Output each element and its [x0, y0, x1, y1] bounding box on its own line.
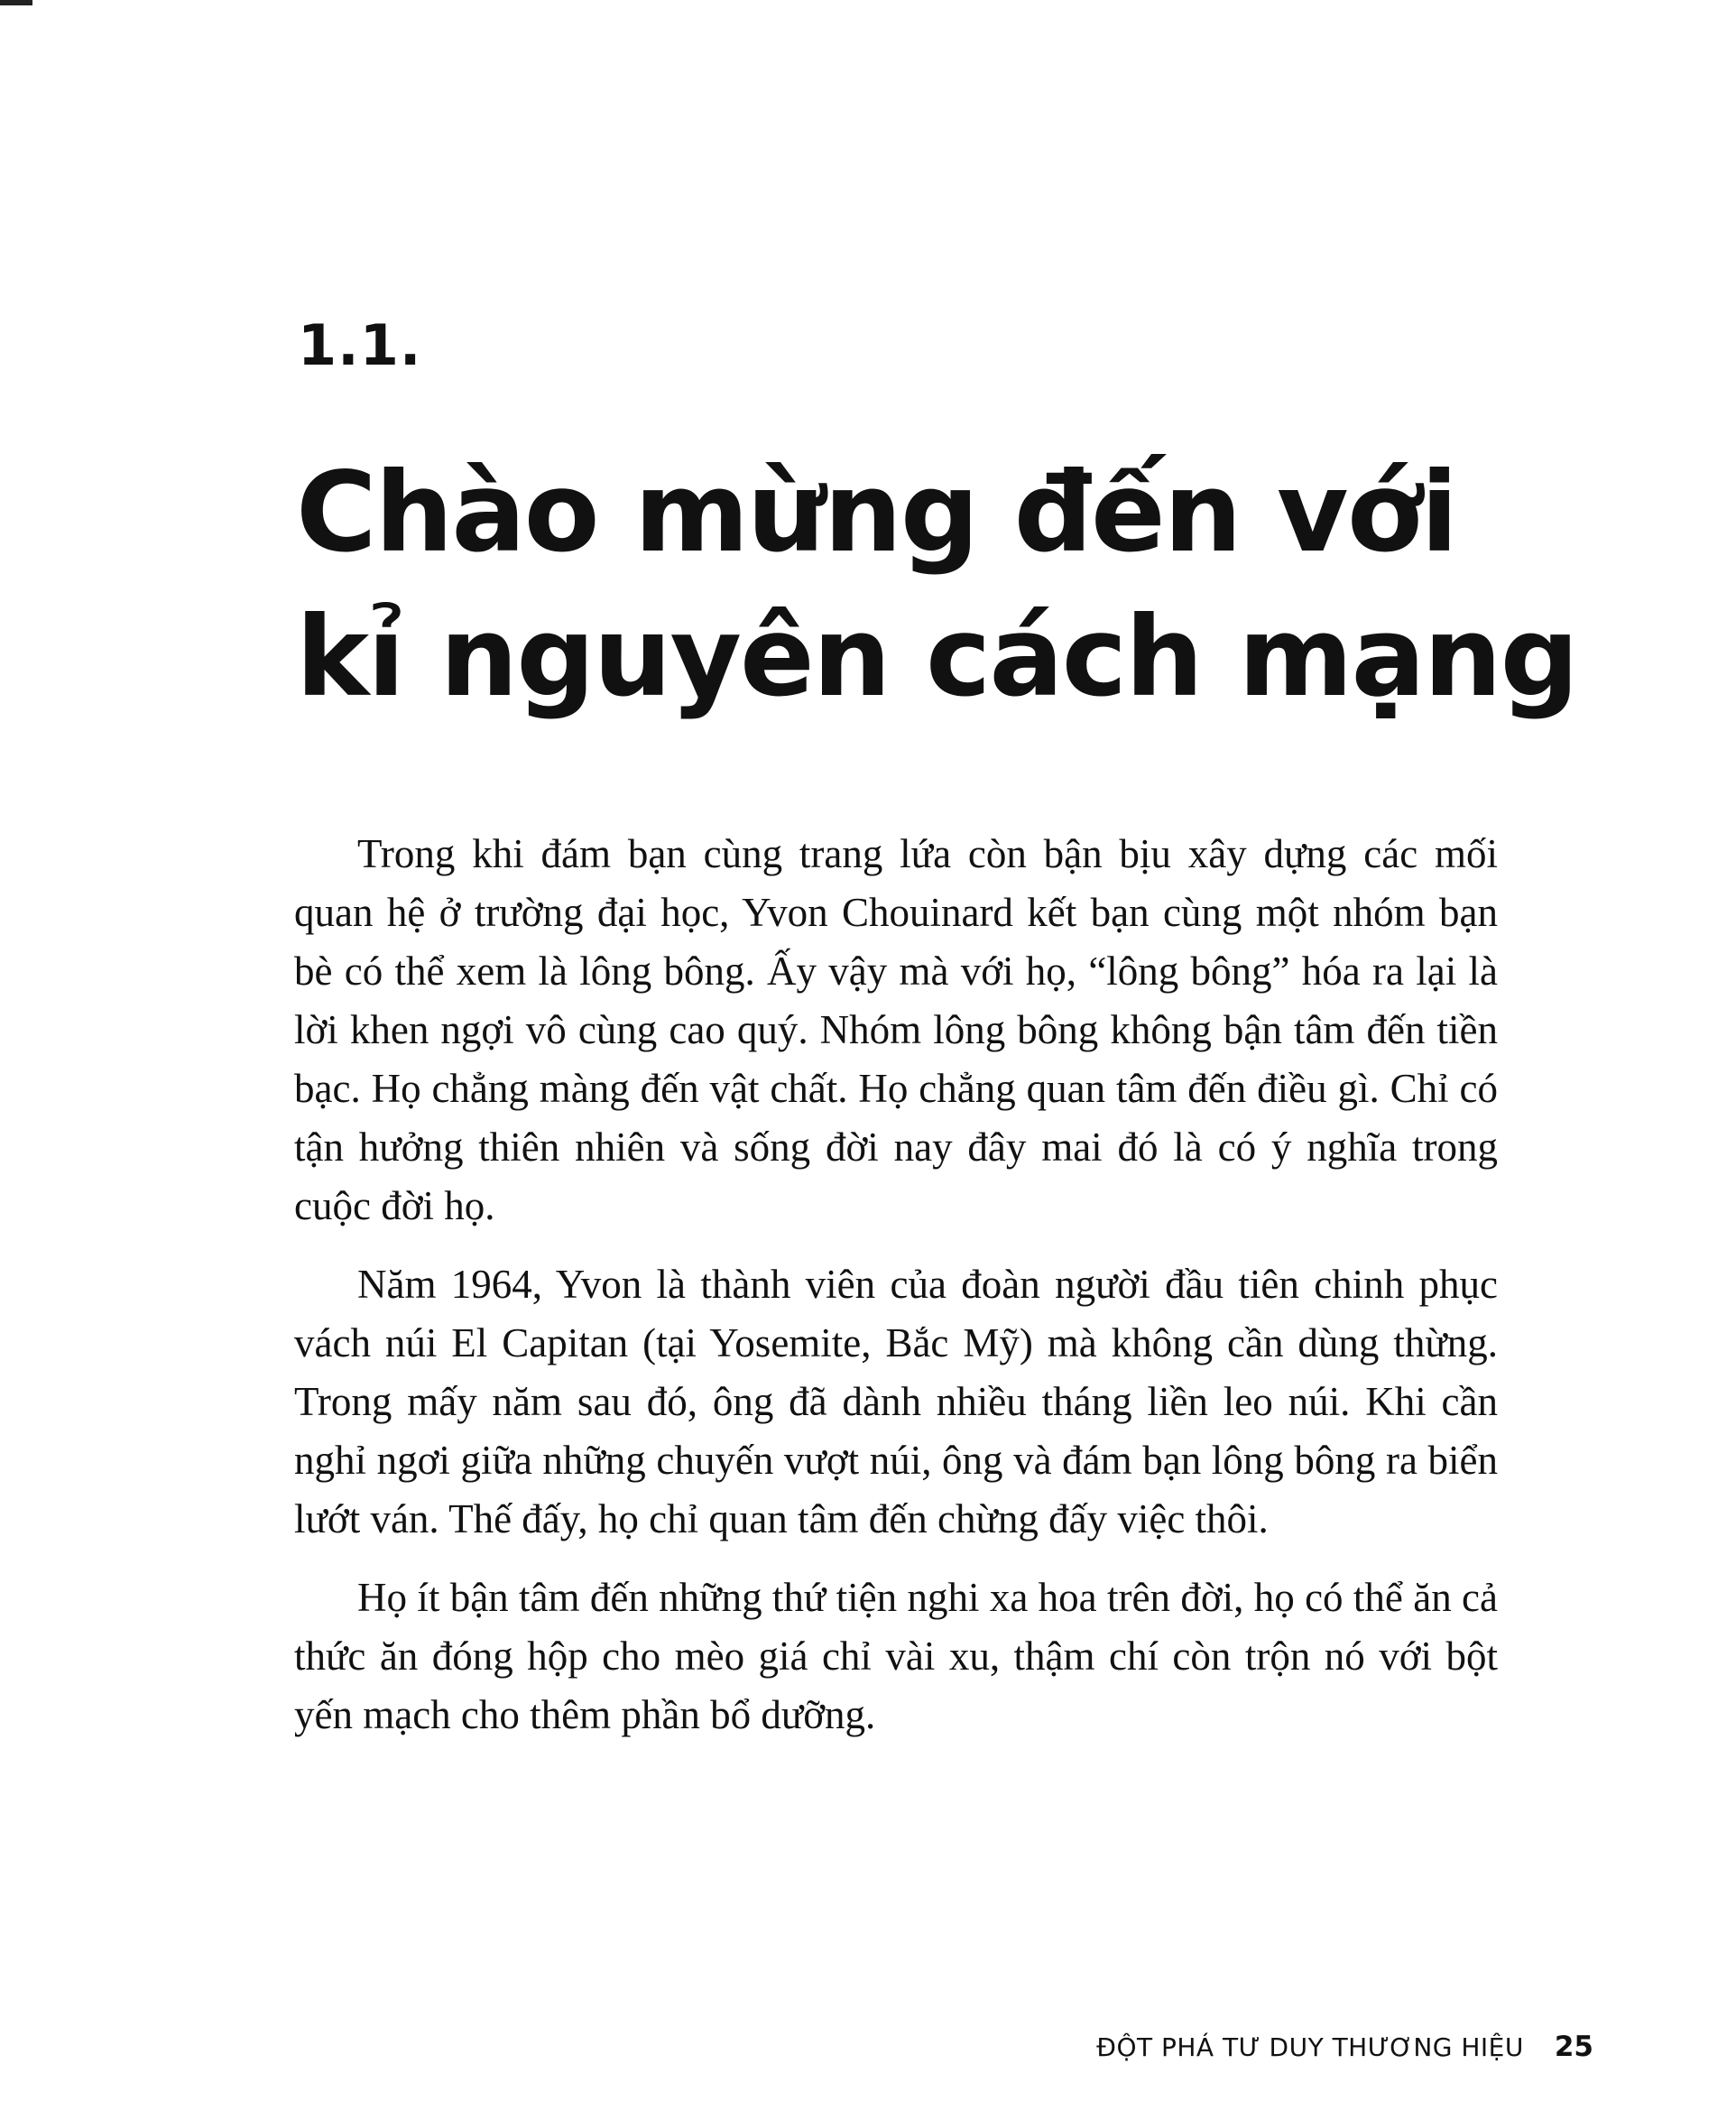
scan-corner-mark	[0, 0, 32, 5]
chapter-title-line-1: Chào mừng đến với	[296, 449, 1457, 577]
paragraph-3: Họ ít bận tâm đến những thứ tiện nghi xa hoa trên đời, họ có thể ăn cả thức ăn đóng hộp cho mèo giá chỉ vài xu, thậm chí còn trộn nó với bột yến mạch cho thêm phần bổ dưỡng.	[294, 1575, 1498, 1737]
page-footer	[1096, 2029, 1593, 2065]
chapter-title-line-2: kỉ nguyên cách mạng	[296, 593, 1577, 721]
chapter-title	[296, 440, 1577, 729]
running-footer-title: ĐỘT PHÁ TƯ DUY THƯƠNG HIỆU	[1096, 2032, 1524, 2062]
body-text	[294, 825, 1498, 1764]
page-number: 25	[1554, 2031, 1593, 2063]
paragraph-2: Năm 1964, Yvon là thành viên của đoàn người đầu tiên chinh phục vách núi El Capitan (tại Yosemite, Bắc Mỹ) mà không cần dùng thừng. Trong mấy năm sau đó, ông đã dành nhiều tháng liền leo núi. Khi cần nghỉ ngơi giữa những chuyến vượt núi, ông và đám bạn lông bông ra biển lướt ván. Thế đấy, họ chỉ quan tâm đến chừng đấy việc thôi.	[294, 1262, 1498, 1541]
section-number: 1.1.	[298, 312, 422, 378]
paragraph-1: Trong khi đám bạn cùng trang lứa còn bận bịu xây dựng các mối quan hệ ở trường đại học, Yvon Chouinard kết bạn cùng một nhóm bạn bè có thể xem là lông bông. Ấy vậy mà với họ, “lông bông” hóa ra lại là lời khen ngợi vô cùng cao quý. Nhóm lông bông không bận tâm đến tiền bạc. Họ chẳng màng đến vật chất. Họ chẳng quan tâm đến điều gì. Chỉ có tận hưởng thiên nhiên và sống đời nay đây mai đó là có ý nghĩa trong cuộc đời họ.	[294, 831, 1498, 1228]
